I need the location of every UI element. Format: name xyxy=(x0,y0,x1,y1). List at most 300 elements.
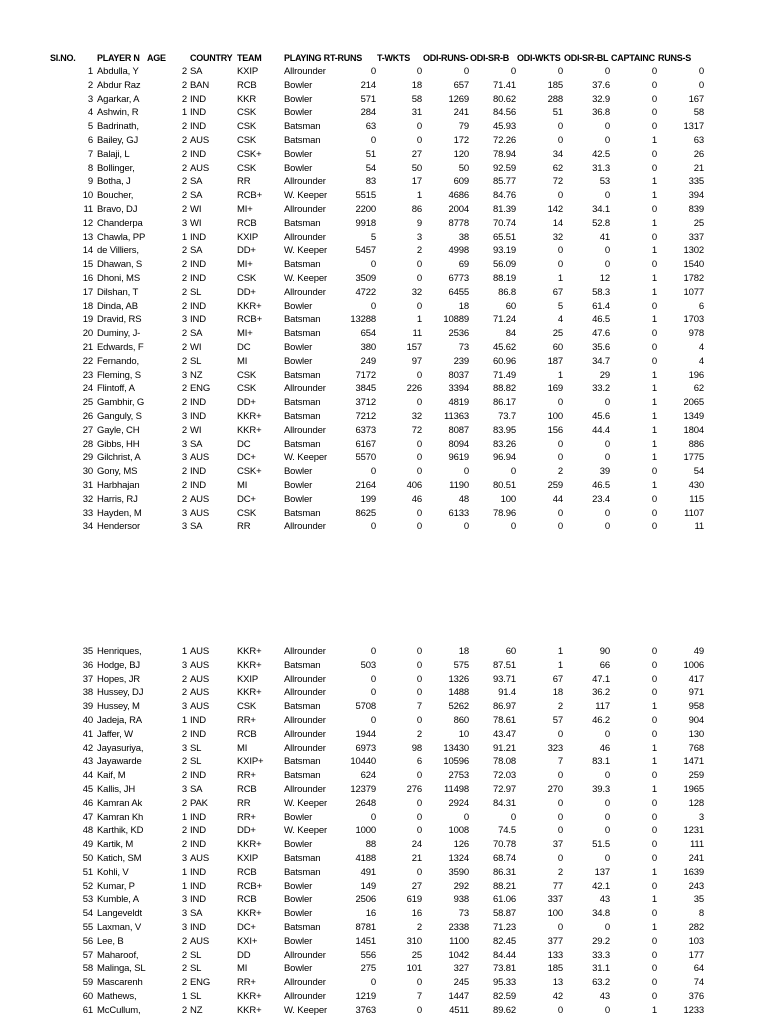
country-cell: IND xyxy=(190,466,206,478)
runs-s-cell: 417 xyxy=(688,673,704,685)
captaincy-cell: 0 xyxy=(651,162,657,174)
t-wkts-cell: 0 xyxy=(416,770,422,782)
player-name-cell: Gibbs, HH xyxy=(97,438,140,450)
age-cell: 3 xyxy=(181,217,187,229)
player-name-cell: Boucher, xyxy=(97,190,134,202)
player-name-cell: Jaffer, W xyxy=(97,728,133,740)
odi-runs-cell: 18 xyxy=(458,646,469,657)
playing-role-cell: Allrounder xyxy=(284,231,326,243)
playing-role-cell: Batsman xyxy=(284,922,321,933)
team-cell: RR xyxy=(237,521,251,533)
odi-sr-b-cell: 95.33 xyxy=(492,977,516,989)
playing-role-cell: Allrounder xyxy=(284,673,326,685)
runs-s-cell: 35 xyxy=(693,894,704,906)
t-wkts-cell: 7 xyxy=(416,991,422,1002)
odi-runs-cell: 18 xyxy=(458,300,469,312)
t-wkts-cell: 0 xyxy=(416,507,422,519)
table-row xyxy=(0,866,768,880)
age-cell: 2 xyxy=(181,176,187,188)
odi-wkts-cell: 142 xyxy=(547,204,563,215)
team-cell: CSK xyxy=(237,273,257,284)
team-cell: RCB xyxy=(237,894,257,906)
playing-role-cell: Allrounder xyxy=(284,977,326,989)
player-name-cell: Ashwin, R xyxy=(97,107,139,119)
runs-s-cell: 1639 xyxy=(683,866,704,878)
sl-no-cell: 3 xyxy=(87,93,93,105)
odi-sr-b-cell: 78.61 xyxy=(492,715,516,726)
player-name-cell: Lee, B xyxy=(97,935,124,947)
odi-wkts-cell: 0 xyxy=(557,811,563,823)
team-cell: DC+ xyxy=(237,493,256,505)
odi-wkts-cell: 37 xyxy=(552,839,563,851)
odi-sr-b-cell: 71.49 xyxy=(492,369,516,381)
odi-sr-b-cell: 86.31 xyxy=(492,866,516,878)
captaincy-cell: 0 xyxy=(651,493,657,505)
t-wkts-cell: 6 xyxy=(416,756,422,768)
t-runs-cell: 380 xyxy=(360,342,376,353)
sl-no-cell: 24 xyxy=(82,383,93,395)
odi-wkts-cell: 259 xyxy=(547,480,563,491)
t-wkts-cell: 58 xyxy=(411,93,422,105)
team-cell: KKR+ xyxy=(237,411,262,422)
odi-wkts-cell: 0 xyxy=(557,66,563,77)
odi-sr-b-cell: 0 xyxy=(510,466,516,478)
country-cell: IND xyxy=(190,411,206,422)
t-runs-cell: 624 xyxy=(360,770,376,782)
team-cell: DD+ xyxy=(237,286,256,298)
odi-sr-bl-cell: 0 xyxy=(604,245,610,257)
odi-runs-cell: 69 xyxy=(458,259,469,271)
odi-sr-b-cell: 45.62 xyxy=(492,342,516,353)
runs-s-cell: 1107 xyxy=(684,507,704,519)
captaincy-cell: 0 xyxy=(651,300,657,312)
captaincy-cell: 1 xyxy=(651,438,657,450)
t-wkts-cell: 0 xyxy=(416,687,422,699)
odi-runs-cell: 4511 xyxy=(449,1004,469,1016)
player-name-cell: Harris, RJ xyxy=(97,493,138,505)
t-wkts-cell: 0 xyxy=(416,438,422,450)
t-runs-cell: 0 xyxy=(370,715,376,726)
runs-s-cell: 839 xyxy=(688,204,704,215)
player-name-cell: Langeveldt xyxy=(97,908,142,920)
player-name-cell: Laxman, V xyxy=(97,922,142,933)
age-cell: 2 xyxy=(181,825,187,837)
t-runs-cell: 3509 xyxy=(355,273,376,284)
captaincy-cell: 0 xyxy=(651,342,657,353)
odi-runs-cell: 938 xyxy=(453,894,469,906)
team-cell: CSK xyxy=(237,107,257,119)
t-runs-cell: 8781 xyxy=(355,922,376,933)
odi-sr-bl-cell: 0 xyxy=(604,521,610,533)
runs-s-cell: 111 xyxy=(690,839,704,851)
t-runs-cell: 6973 xyxy=(355,742,376,754)
country-cell: IND xyxy=(190,811,206,823)
t-wkts-cell: 1 xyxy=(416,190,422,202)
t-wkts-cell: 406 xyxy=(406,480,422,491)
playing-role-cell: Batsman xyxy=(284,438,321,450)
sl-no-cell: 39 xyxy=(82,701,93,713)
odi-sr-b-cell: 61.06 xyxy=(492,894,516,906)
odi-runs-cell: 79 xyxy=(458,121,469,133)
t-runs-cell: 16 xyxy=(365,908,376,920)
sl-no-cell: 15 xyxy=(82,259,93,271)
captaincy-cell: 1 xyxy=(651,176,657,188)
odi-sr-b-cell: 0 xyxy=(510,521,516,533)
t-runs-cell: 2200 xyxy=(355,204,376,215)
column-header: T-WKTS xyxy=(377,53,410,63)
odi-wkts-cell: 0 xyxy=(557,507,563,519)
runs-s-cell: 1302 xyxy=(683,245,704,257)
captaincy-cell: 0 xyxy=(651,839,657,851)
age-cell: 2 xyxy=(181,673,187,685)
captaincy-cell: 0 xyxy=(651,949,657,961)
odi-sr-b-cell: 84.76 xyxy=(492,190,516,202)
odi-sr-b-cell: 83.95 xyxy=(492,424,516,436)
captaincy-cell: 1 xyxy=(651,286,657,298)
country-cell: AUS xyxy=(190,135,210,146)
odi-runs-cell: 657 xyxy=(453,79,469,91)
odi-sr-b-cell: 80.62 xyxy=(492,93,516,105)
odi-sr-bl-cell: 0 xyxy=(604,397,610,409)
playing-role-cell: Batsman xyxy=(284,866,321,878)
t-runs-cell: 7212 xyxy=(355,411,376,422)
country-cell: AUS xyxy=(190,659,210,671)
playing-role-cell: Allrounder xyxy=(284,66,326,77)
odi-sr-bl-cell: 36.8 xyxy=(592,107,610,119)
odi-sr-b-cell: 88.21 xyxy=(492,880,516,892)
runs-s-cell: 0 xyxy=(698,66,704,77)
odi-runs-cell: 609 xyxy=(453,176,469,188)
team-cell: CSK xyxy=(237,507,257,519)
t-runs-cell: 51 xyxy=(365,148,376,160)
captaincy-cell: 1 xyxy=(651,245,657,257)
runs-s-cell: 1782 xyxy=(683,273,704,284)
country-cell: AUS xyxy=(190,853,210,864)
captaincy-cell: 1 xyxy=(651,397,657,409)
t-runs-cell: 0 xyxy=(370,977,376,989)
runs-s-cell: 886 xyxy=(688,438,704,450)
t-runs-cell: 4188 xyxy=(355,853,376,864)
captaincy-cell: 0 xyxy=(651,121,657,133)
captaincy-cell: 0 xyxy=(651,66,657,77)
team-cell: RCB+ xyxy=(237,190,263,202)
player-name-cell: Agarkar, A xyxy=(97,93,140,105)
sl-no-cell: 20 xyxy=(82,328,93,340)
t-runs-cell: 5515 xyxy=(355,190,376,202)
sl-no-cell: 1 xyxy=(87,66,93,77)
t-runs-cell: 0 xyxy=(370,646,376,657)
captaincy-cell: 0 xyxy=(651,811,657,823)
captaincy-cell: 1 xyxy=(651,411,657,422)
odi-sr-bl-cell: 29.2 xyxy=(592,935,610,947)
sl-no-cell: 56 xyxy=(82,935,93,947)
playing-role-cell: W. Keeper xyxy=(284,273,328,284)
captaincy-cell: 0 xyxy=(651,507,657,519)
odi-sr-b-cell: 93.19 xyxy=(492,245,516,257)
odi-runs-cell: 8094 xyxy=(448,438,469,450)
runs-s-cell: 243 xyxy=(688,880,704,892)
odi-runs-cell: 1488 xyxy=(448,687,469,699)
sl-no-cell: 46 xyxy=(82,797,93,809)
country-cell: AUS xyxy=(190,687,210,699)
player-name-cell: Abdulla, Y xyxy=(97,66,139,77)
odi-wkts-cell: 18 xyxy=(552,687,563,699)
odi-sr-b-cell: 78.94 xyxy=(492,148,516,160)
odi-wkts-cell: 72 xyxy=(552,176,563,188)
sl-no-cell: 5 xyxy=(87,121,93,133)
sl-no-cell: 11 xyxy=(83,204,93,215)
odi-runs-cell: 11498 xyxy=(444,784,469,795)
runs-s-cell: 64 xyxy=(693,963,704,975)
runs-s-cell: 768 xyxy=(688,742,704,754)
column-header: ODI-SR-B xyxy=(470,53,509,63)
table-row xyxy=(0,838,768,852)
player-name-cell: Jayasuriya, xyxy=(97,742,144,754)
runs-s-cell: 2065 xyxy=(683,397,704,409)
column-header: CAPTAINC xyxy=(611,53,655,63)
country-cell: IND xyxy=(190,480,206,491)
table-row xyxy=(0,341,768,355)
odi-runs-cell: 10889 xyxy=(443,314,469,326)
playing-role-cell: Batsman xyxy=(284,756,321,768)
table-row xyxy=(0,106,768,120)
odi-runs-cell: 126 xyxy=(453,839,469,851)
country-cell: WI xyxy=(190,424,202,436)
table-row xyxy=(0,783,768,797)
captaincy-cell: 0 xyxy=(651,853,657,864)
runs-s-cell: 25 xyxy=(693,217,704,229)
odi-sr-b-cell: 70.78 xyxy=(492,839,516,851)
playing-role-cell: Allrounder xyxy=(284,949,326,961)
team-cell: DD xyxy=(237,949,251,961)
t-runs-cell: 654 xyxy=(360,328,376,340)
odi-sr-b-cell: 80.51 xyxy=(492,480,516,491)
odi-runs-cell: 4686 xyxy=(448,190,469,202)
age-cell: 3 xyxy=(181,908,187,920)
t-runs-cell: 284 xyxy=(360,107,376,119)
captaincy-cell: 1 xyxy=(651,480,657,491)
odi-wkts-cell: 156 xyxy=(547,424,563,436)
sl-no-cell: 50 xyxy=(82,853,93,864)
table-row xyxy=(0,714,768,728)
odi-wkts-cell: 0 xyxy=(557,452,563,464)
table-row xyxy=(0,175,768,189)
odi-runs-cell: 120 xyxy=(453,148,469,160)
country-cell: IND xyxy=(190,93,206,105)
column-header: COUNTRY xyxy=(190,53,233,63)
odi-runs-cell: 8037 xyxy=(448,369,469,381)
runs-s-cell: 1317 xyxy=(683,121,704,133)
odi-runs-cell: 2753 xyxy=(448,770,469,782)
odi-sr-bl-cell: 47.1 xyxy=(592,673,610,685)
t-wkts-cell: 2 xyxy=(416,245,422,257)
player-name-cell: Flintoff, A xyxy=(97,383,135,395)
odi-wkts-cell: 34 xyxy=(552,148,563,160)
playing-role-cell: Batsman xyxy=(284,369,321,381)
t-runs-cell: 571 xyxy=(360,93,376,105)
team-cell: MI xyxy=(237,480,248,491)
age-cell: 1 xyxy=(181,991,187,1002)
playing-role-cell: Bowler xyxy=(284,963,313,975)
playing-role-cell: Allrounder xyxy=(284,521,326,533)
t-wkts-cell: 9 xyxy=(416,217,422,229)
odi-wkts-cell: 100 xyxy=(547,411,563,422)
playing-role-cell: W. Keeper xyxy=(284,190,328,202)
table-row xyxy=(0,231,768,245)
table-row xyxy=(0,120,768,134)
country-cell: WI xyxy=(190,342,202,353)
t-wkts-cell: 0 xyxy=(416,521,422,533)
column-header: TEAM xyxy=(237,53,262,63)
age-cell: 2 xyxy=(181,466,187,478)
age-cell: 2 xyxy=(181,687,187,699)
t-wkts-cell: 2 xyxy=(416,728,422,740)
sl-no-cell: 17 xyxy=(82,286,93,298)
table-row xyxy=(0,93,768,107)
odi-sr-b-cell: 65.51 xyxy=(492,231,516,243)
age-cell: 1 xyxy=(181,866,187,878)
player-name-cell: McCullum, xyxy=(97,1004,141,1016)
captaincy-cell: 0 xyxy=(651,646,657,657)
team-cell: KKR+ xyxy=(237,991,262,1002)
sl-no-cell: 26 xyxy=(82,411,93,422)
country-cell: IND xyxy=(190,300,206,312)
odi-sr-b-cell: 84.56 xyxy=(492,107,516,119)
age-cell: 2 xyxy=(181,259,187,271)
player-name-cell: Dilshan, T xyxy=(97,286,139,298)
odi-sr-b-cell: 58.87 xyxy=(492,908,516,920)
odi-sr-b-cell: 100 xyxy=(500,493,516,505)
odi-sr-bl-cell: 39 xyxy=(599,466,610,478)
country-cell: SA xyxy=(190,908,203,920)
odi-wkts-cell: 2 xyxy=(557,866,563,878)
t-wkts-cell: 97 xyxy=(411,355,422,367)
player-name-cell: Kumar, P xyxy=(97,880,135,892)
runs-s-cell: 21 xyxy=(693,162,704,174)
runs-s-cell: 1471 xyxy=(683,756,704,768)
odi-wkts-cell: 169 xyxy=(547,383,563,395)
team-cell: RR+ xyxy=(237,977,256,989)
player-name-cell: Botha, J xyxy=(97,176,131,188)
odi-sr-b-cell: 84.44 xyxy=(492,949,516,961)
odi-sr-b-cell: 96.94 xyxy=(492,452,516,464)
odi-sr-bl-cell: 46.2 xyxy=(592,715,610,726)
odi-runs-cell: 3590 xyxy=(448,866,469,878)
odi-runs-cell: 327 xyxy=(453,963,469,975)
t-runs-cell: 199 xyxy=(360,493,376,505)
odi-wkts-cell: 0 xyxy=(557,521,563,533)
t-runs-cell: 0 xyxy=(370,66,376,77)
odi-wkts-cell: 2 xyxy=(557,701,563,713)
odi-sr-b-cell: 85.77 xyxy=(492,176,516,188)
table-row xyxy=(0,797,768,811)
captaincy-cell: 0 xyxy=(651,770,657,782)
age-cell: 2 xyxy=(181,839,187,851)
team-cell: RCB+ xyxy=(237,314,263,326)
captaincy-cell: 0 xyxy=(651,521,657,533)
team-cell: RR+ xyxy=(237,770,256,782)
table-row xyxy=(0,824,768,838)
odi-sr-b-cell: 70.74 xyxy=(492,217,516,229)
odi-wkts-cell: 0 xyxy=(557,438,563,450)
odi-sr-b-cell: 89.62 xyxy=(492,1004,516,1016)
odi-sr-bl-cell: 63.2 xyxy=(592,977,610,989)
odi-sr-b-cell: 0 xyxy=(510,811,516,823)
odi-runs-cell: 73 xyxy=(458,342,469,353)
odi-sr-b-cell: 74.5 xyxy=(498,825,516,837)
odi-wkts-cell: 2 xyxy=(557,466,563,478)
odi-wkts-cell: 1 xyxy=(557,369,563,381)
odi-runs-cell: 292 xyxy=(453,880,469,892)
t-runs-cell: 3763 xyxy=(355,1004,376,1016)
table-row xyxy=(0,880,768,894)
odi-sr-bl-cell: 61.4 xyxy=(592,300,610,312)
odi-wkts-cell: 288 xyxy=(547,93,563,105)
team-cell: KKR+ xyxy=(237,424,262,436)
age-cell: 2 xyxy=(181,342,187,353)
player-name-cell: Dhawan, S xyxy=(97,259,143,271)
playing-role-cell: Allrounder xyxy=(284,991,326,1002)
table-row xyxy=(0,286,768,300)
odi-sr-b-cell: 68.74 xyxy=(492,853,516,864)
odi-wkts-cell: 1 xyxy=(557,646,563,657)
team-cell: DC+ xyxy=(237,922,256,933)
age-cell: 2 xyxy=(181,245,187,257)
table-row xyxy=(0,852,768,866)
table-row xyxy=(0,990,768,1004)
t-wkts-cell: 27 xyxy=(411,148,422,160)
playing-role-cell: Allrounder xyxy=(284,742,326,754)
playing-role-cell: Batsman xyxy=(284,701,321,713)
odi-sr-b-cell: 81.39 xyxy=(492,204,516,215)
odi-sr-bl-cell: 117 xyxy=(595,701,610,713)
column-header: RUNS-S xyxy=(658,53,692,63)
odi-runs-cell: 4819 xyxy=(448,397,469,409)
t-wkts-cell: 0 xyxy=(416,825,422,837)
playing-role-cell: W. Keeper xyxy=(284,245,328,257)
country-cell: ENG xyxy=(190,977,211,989)
team-cell: MI xyxy=(237,742,248,754)
sl-no-cell: 21 xyxy=(82,342,93,353)
team-cell: KKR xyxy=(237,93,257,105)
captaincy-cell: 0 xyxy=(651,231,657,243)
t-runs-cell: 7172 xyxy=(355,369,376,381)
country-cell: IND xyxy=(190,314,206,326)
team-cell: KXIP+ xyxy=(237,756,264,768)
table-row xyxy=(0,65,768,79)
playing-role-cell: Allrounder xyxy=(284,424,326,436)
t-wkts-cell: 27 xyxy=(411,880,422,892)
runs-s-cell: 115 xyxy=(689,493,704,505)
sl-no-cell: 55 xyxy=(82,922,93,933)
odi-wkts-cell: 7 xyxy=(557,756,563,768)
odi-wkts-cell: 5 xyxy=(557,300,563,312)
t-wkts-cell: 0 xyxy=(416,866,422,878)
country-cell: IND xyxy=(190,770,206,782)
age-cell: 2 xyxy=(181,728,187,740)
odi-runs-cell: 1008 xyxy=(448,825,469,837)
player-name-cell: Bollinger, xyxy=(97,162,135,174)
t-runs-cell: 214 xyxy=(360,79,376,91)
sl-no-cell: 31 xyxy=(82,480,93,491)
odi-runs-cell: 6773 xyxy=(448,273,469,284)
country-cell: AUS xyxy=(190,673,210,685)
playing-role-cell: Bowler xyxy=(284,894,313,906)
odi-sr-bl-cell: 33.3 xyxy=(592,949,610,961)
odi-wkts-cell: 57 xyxy=(552,715,563,726)
t-runs-cell: 503 xyxy=(360,659,376,671)
t-runs-cell: 275 xyxy=(360,963,376,975)
